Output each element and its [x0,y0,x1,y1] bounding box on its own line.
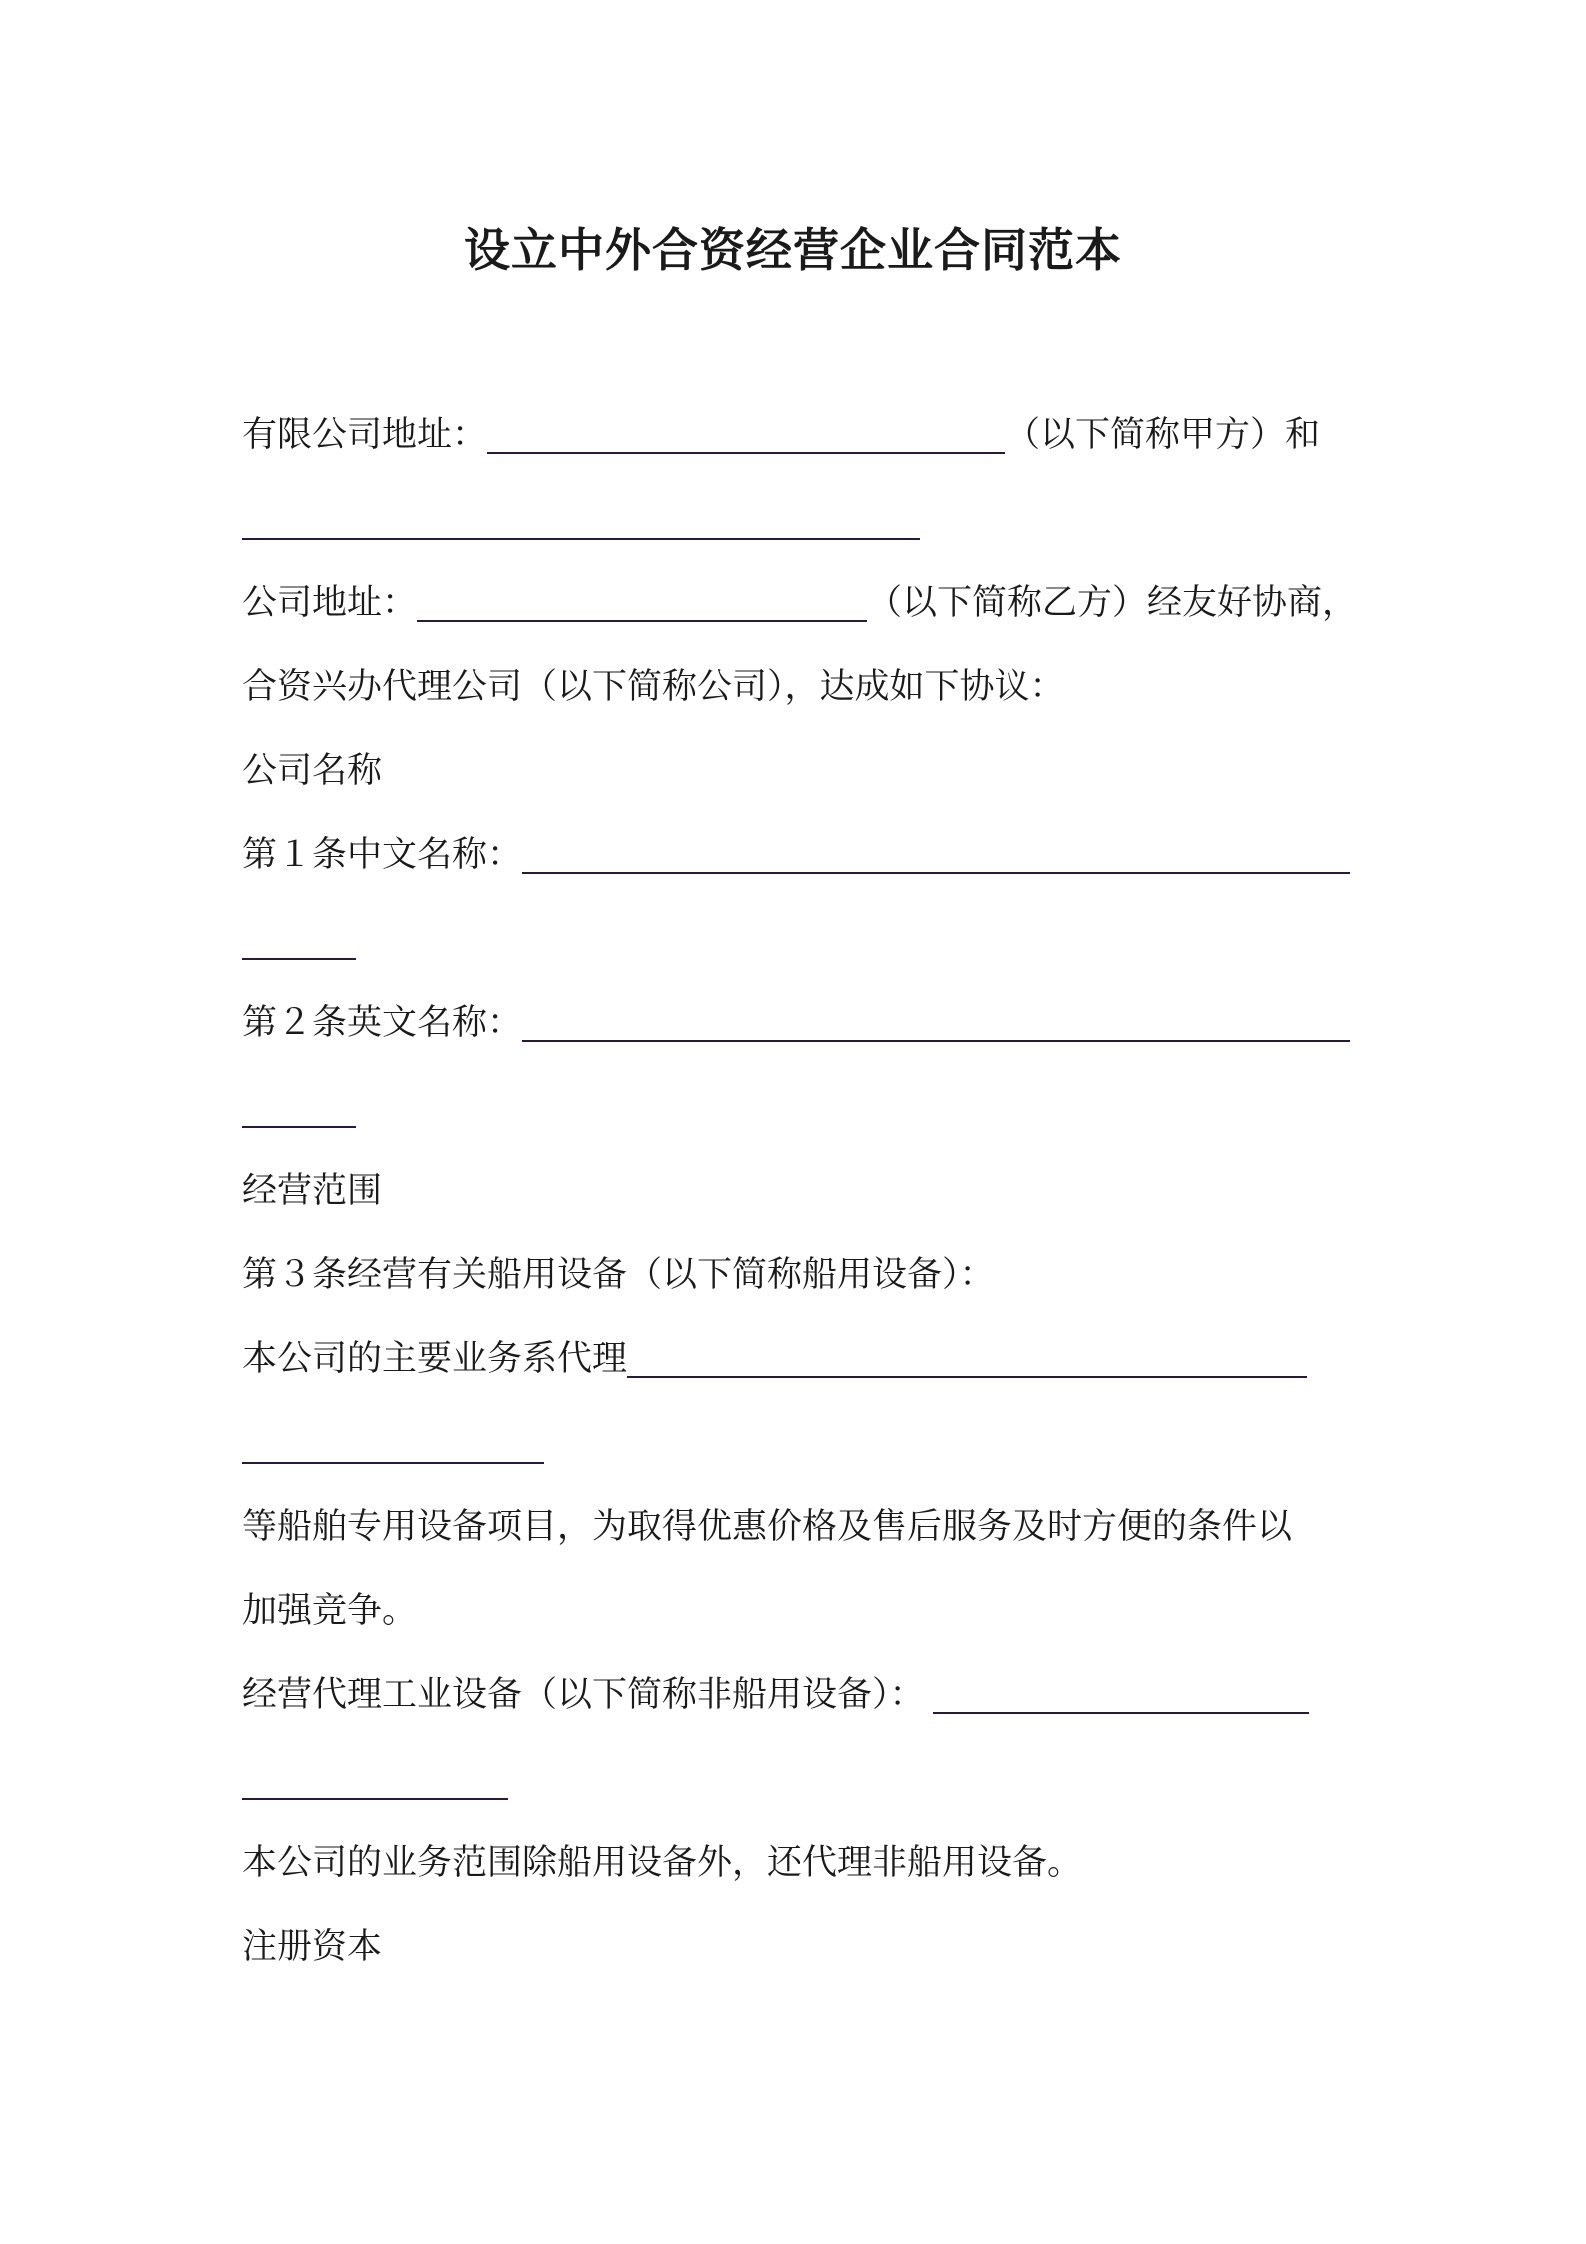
article-1-label: 第１条中文名称： [242,835,523,875]
party-b-label: 公司地址： [242,583,418,623]
article-2-label: 第２条英文名称： [242,1003,523,1043]
party-a-suffix: （以下简称甲方）和 [1005,415,1321,455]
chinese-name-blank [522,836,1350,874]
party-a-label: 有限公司地址： [242,415,488,455]
document-title: 设立中外合资经营企业合同范本 [464,223,1122,277]
party-b-line [242,578,1357,628]
article-1-line [242,830,1350,880]
industrial-equipment-blank-continued [242,1798,508,1800]
main-business-line [242,1334,1307,1384]
chinese-name-blank-continued [242,958,356,960]
main-business-label: 本公司的主要业务系代理 [242,1339,628,1379]
english-name-blank [522,1004,1350,1042]
article-3-text: 第３条经营有关船用设备（以下简称船用设备）： [242,1255,995,1295]
party-b-address-blank [417,584,867,622]
party-a-line [242,410,1320,460]
main-business-blank-continued [242,1462,544,1464]
industrial-equipment-label: 经营代理工业设备（以下简称非船用设备）： [242,1675,925,1715]
article-2-line [242,998,1350,1048]
main-business-blank [627,1340,1307,1378]
section-heading-name: 公司名称 [242,751,383,791]
section-heading-capital: 注册资本 [242,1927,383,1967]
ship-equipment-text: 等船舶专用设备项目，为取得优惠价格及售后服务及时方便的条件以 [242,1507,1293,1547]
party-b-suffix: （以下简称乙方）经友好协商， [867,583,1358,623]
party-b-name-blank [242,538,920,540]
party-a-address-blank [487,416,1005,454]
industrial-equipment-line [242,1670,1309,1720]
ship-equipment-text-continued: 加强竞争。 [242,1591,418,1631]
section-heading-scope: 经营范围 [242,1171,383,1211]
non-ship-equipment-text: 本公司的业务范围除船用设备外，还代理非船用设备。 [242,1843,1083,1883]
english-name-blank-continued [242,1126,356,1128]
industrial-equipment-blank [933,1676,1309,1714]
agreement-intro: 合资兴办代理公司（以下简称公司），达成如下协议： [242,667,1065,707]
